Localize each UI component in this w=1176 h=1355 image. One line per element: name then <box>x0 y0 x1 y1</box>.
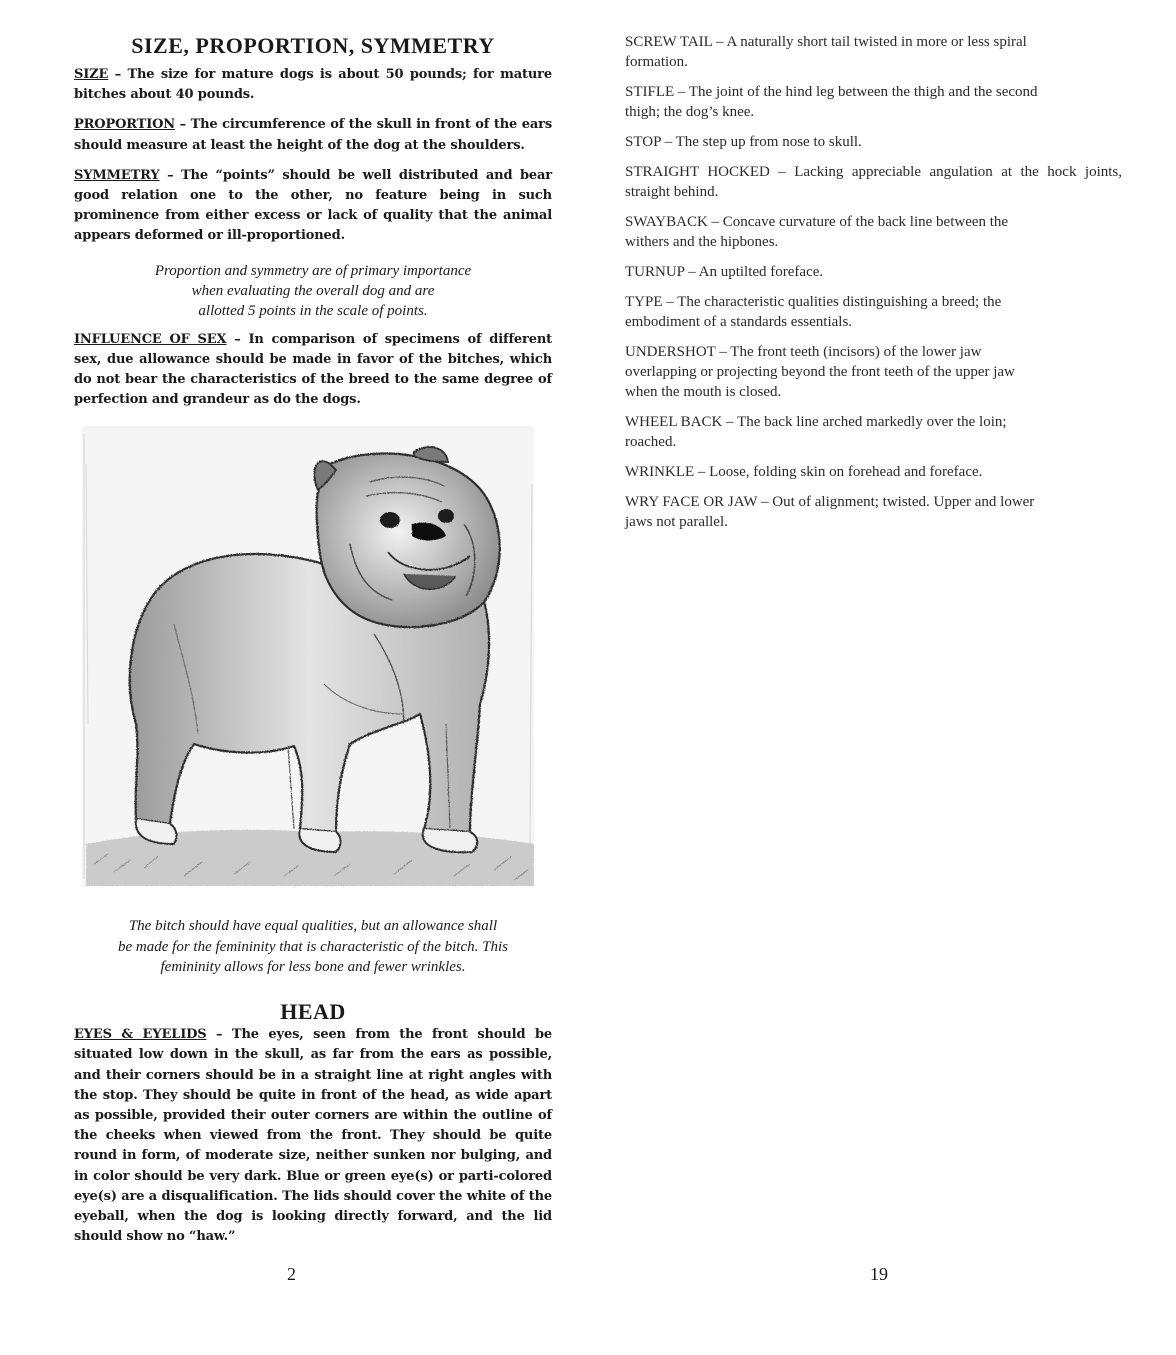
note-line: when evaluating the overall dog and are <box>191 282 435 299</box>
bulldog-drawing <box>74 424 552 914</box>
entry-line: when the mouth is closed. <box>625 384 782 400</box>
entry-line: WRY FACE OR JAW – Out of alignment; twisted. Upper and lower <box>625 494 1035 510</box>
entry-line: STIFLE – The joint of the hind leg between the thigh and the second <box>625 84 1038 100</box>
glossary-entry-wry-face <box>625 492 1122 532</box>
bulldog-illustration <box>74 424 552 914</box>
entry-line: formation. <box>625 54 688 70</box>
glossary-entry-stop <box>625 132 1122 152</box>
glossary-entry-wheel-back <box>625 412 1122 452</box>
entry-line: UNDERSHOT – The front teeth (incisors) of the lower jaw <box>625 344 982 360</box>
entry-line: TURNUP – An uptilted foreface. <box>625 264 824 280</box>
glossary-entry-turnup <box>625 262 1122 282</box>
note-line: allotted 5 points in the scale of points. <box>198 303 428 320</box>
entry-line: STOP – The step up from nose to skull. <box>625 134 862 150</box>
right-page <box>625 0 1122 1355</box>
entry-line: WHEEL BACK – The back line arched markedly over the loin; <box>625 414 1007 430</box>
entry-line: TYPE – The characteristic qualities distinguishing a breed; the <box>625 294 1002 310</box>
proportion-paragraph <box>74 115 552 155</box>
proportion-note <box>74 261 552 322</box>
entry-line: jaws not parallel. <box>625 514 728 530</box>
caption-line: femininity allows for less bone and fewer wrinkles. <box>160 958 466 975</box>
glossary-entry-wrinkle <box>625 462 1122 482</box>
size-term: SIZE <box>74 67 109 82</box>
proportion-term: PROPORTION <box>74 117 176 133</box>
glossary-entry-undershot <box>625 342 1122 402</box>
influence-paragraph <box>74 330 552 411</box>
entry-line: SWAYBACK – Concave curvature of the back line between the <box>625 214 1009 230</box>
entry-line: withers and the hipbones. <box>625 234 779 250</box>
glossary-entry-screw-tail <box>625 32 1122 72</box>
symmetry-paragraph <box>74 166 552 247</box>
caption-line: The bitch should have equal qualities, but an allowance shall <box>128 918 498 935</box>
glossary-entry-type <box>625 292 1122 332</box>
entry-line: overlapping or projecting beyond the front teeth of the upper jaw <box>625 364 1015 380</box>
dog-eye-left <box>380 512 400 528</box>
caption-line: be made for the femininity that is characteristic of the bitch. This <box>118 938 508 955</box>
entry-line: embodiment of a standards essentials. <box>625 314 853 330</box>
eyes-paragraph <box>74 1025 552 1247</box>
glossary-entry-straight-hocked: STRAIGHT HOCKED – Lacking appreciable angulation at the hock joints, straight behind. <box>625 164 1122 200</box>
symmetry-term: SYMMETRY <box>74 167 160 183</box>
entry-line: thigh; the dog’s knee. <box>625 104 755 120</box>
left-page <box>74 0 552 1323</box>
eyes-term: EYES & EYELIDS <box>74 1027 207 1043</box>
page-number-right: 19 <box>870 1264 888 1284</box>
glossary-entry-stifle <box>625 82 1122 122</box>
entry-line: SCREW TAIL – A naturally short tail twisted in more or less spiral <box>625 34 1027 50</box>
size-paragraph <box>74 65 552 105</box>
page-number-left: 2 <box>287 1264 296 1284</box>
head-title: HEAD <box>280 999 346 1025</box>
note-line: Proportion and symmetry are of primary importance <box>154 262 472 279</box>
dog-eye-right <box>438 509 454 523</box>
entry-line: WRINKLE – Loose, folding skin on forehead and foreface. <box>625 464 983 480</box>
entry-line: roached. <box>625 434 677 450</box>
section-title: SIZE, PROPORTION, SYMMETRY <box>131 33 495 58</box>
proportion-text: – The circumference of the skull in front of the ears should measure at least the height of the dog at the shoulders. <box>74 117 552 153</box>
influence-text: – In comparison of specimens of different sex, due allowance should be made in favor of the bitches, which do not bear the characteristics of the breed to the same degree of perfection and grandeur as do the dogs. <box>74 331 552 408</box>
size-text: – The size for mature dogs is about 50 pounds; for mature bitches about 40 pounds. <box>74 67 552 103</box>
eyes-text: – The eyes, seen from the front should be situated low down in the skull, as far from the ears as possible, and their corners should be in a straight line at right angles with the stop. They should be quite in front of the head, as wide apart as possible, provided their outer corners are within the outline of the cheeks when viewed from the front. They should be quite round in form, of moderate size, neither sunken nor bulging, and in color should be very dark. Blue or green eye(s) or parti-colored eye(s) are a disqualification. The lids should cover the white of the eyeball, when the dog is looking directly forward, and the lid should show no “haw.” <box>74 1027 553 1245</box>
influence-term: INFLUENCE OF SEX <box>74 331 227 347</box>
illustration-caption <box>74 916 552 977</box>
glossary-entry-swayback <box>625 212 1122 252</box>
symmetry-text: – The “points” should be well distributed and bear good relation one to the other, no feature being in such prominence from either excess or lack of quality that the animal appears deformed or ill-proportioned. <box>74 167 552 244</box>
